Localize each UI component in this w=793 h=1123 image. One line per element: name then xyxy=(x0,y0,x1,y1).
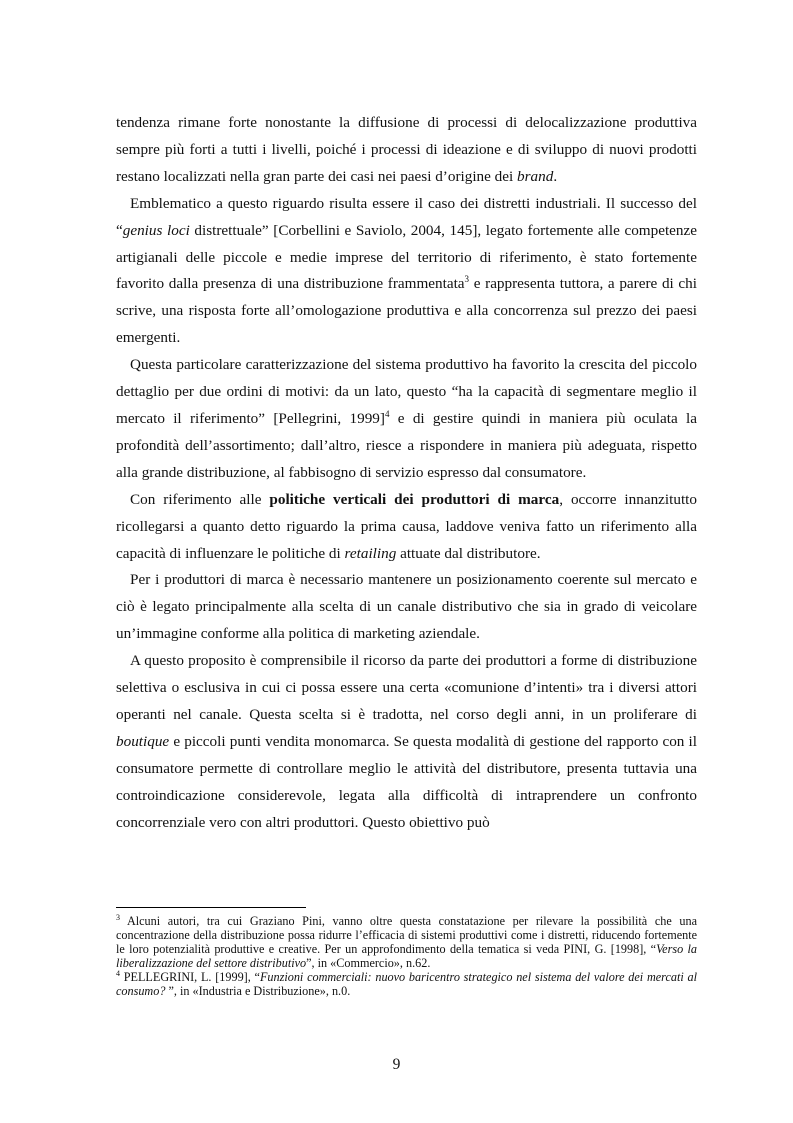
paragraph-text: Con riferimento alle xyxy=(130,490,270,508)
paragraph-text: e rappresenta tuttora, a parere di chi scrive, una risposta forte all’omologazione produttiva e alla concorrenza sul prezzo dei paesi emergenti. xyxy=(116,275,697,347)
paragraph-text: . xyxy=(553,167,558,185)
footnote-3 xyxy=(116,914,697,970)
footnote-text: PELLEGRINI, L. [1999], “ xyxy=(120,970,260,984)
italic-term: genius loci xyxy=(122,221,190,239)
footnotes xyxy=(116,914,697,998)
italic-term: retailing xyxy=(344,544,397,562)
footnote-number: 4 xyxy=(116,968,120,978)
footnote-number: 3 xyxy=(116,912,120,922)
footnote-italic-title: Funzioni commerciali: nuovo baricentro strategico nel sistema del valore dei mercati al consumo? xyxy=(116,970,697,998)
paragraph-text: e piccoli punti vendita monomarca. Se questa modalità di gestione del rapporto con il consumatore permette di controllare meglio le attività del distributore, presenta tuttavia una controindicazione considerevole, legata alla difficoltà di intraprendere un confronto concorrenziale vero con altri produttori. Questo obiettivo può xyxy=(116,732,697,831)
paragraph-text: attuate dal distributore. xyxy=(396,544,541,562)
footnote-italic-title: Verso la liberalizzazione del settore distributivo xyxy=(116,942,697,970)
footnote-separator xyxy=(116,907,306,908)
paragraph-text: Emblematico a questo riguardo risulta essere il caso dei distretti industriali. Il successo del “ xyxy=(116,194,697,239)
italic-term: brand xyxy=(517,167,554,185)
paragraph-text: e di gestire quindi in maniera più oculata la profondità dell’assortimento; dall’altro, riesce a rispondere in maniera più adeguata, rispetto alla grande distribuzione, al fabbisogno di servizio espresso dal consumatore. xyxy=(116,409,697,481)
footnote-text: ”, in «Industria e Distribuzione», n.0. xyxy=(168,984,351,998)
paragraph-text: Per i produttori di marca è necessario mantenere un posizionamento coerente sul mercato e ciò è legato principalmente alla scelta di un canale distributivo che sia in grado di veicolare un’immagine conforme alla politica di marketing aziendale. xyxy=(116,571,697,643)
footnote-4 xyxy=(116,970,697,998)
footnote-ref-4[interactable]: 4 xyxy=(384,408,390,419)
footnote-ref-3[interactable]: 3 xyxy=(464,274,470,285)
page-number: 9 xyxy=(392,1056,401,1073)
paragraph-text: A questo proposito è comprensibile il ricorso da parte dei produttori a forme di distribuzione selettiva o esclusiva in cui ci possa essere una certa «comunione d’intenti» tra i diversi attori operanti nel canale. Questa scelta si è tradotta, nel corso degli anni, in un proliferare di xyxy=(116,652,697,723)
paragraph-3 xyxy=(116,352,697,487)
italic-term: boutique xyxy=(116,732,170,750)
paragraph-1 xyxy=(116,110,697,191)
paragraph-text: distrettuale” [Corbellini e Saviolo, 2004, 145], legato fortemente alle competenze artigianali delle piccole e medie imprese del territorio di riferimento, è stato fortemente favorito dalla presenza di una distribuzione frammentata xyxy=(116,221,697,293)
footnote-text: Alcuni autori, tra cui Graziano Pini, vanno oltre questa constatazione per rilevare la possibilità che una concentrazione della distribuzione possa ridurre l’efficacia di sistemi produttivi come i distretti, riducendo fortemente le loro potenzialità produttive e creative. Per un approfondimento della tematica si veda PINI, G. [1998], “ xyxy=(116,914,697,956)
paragraph-text: , occorre innanzitutto ricollegarsi a quanto detto riguardo la prima causa, laddove veniva fatto un riferimento alla capacità di influenzare le politiche di xyxy=(116,490,697,562)
paragraph-text: Questa particolare caratterizzazione del sistema produttivo ha favorito la crescita del piccolo dettaglio per due ordini di motivi: da un lato, questo “ha la capacità di segmentare meglio il mercato il riferimento” [Pellegrini, 1999] xyxy=(116,356,697,427)
paragraph-text: tendenza rimane forte nonostante la diffusione di processi di delocalizzazione produttiva sempre più forti a tutti i livelli, poiché i processi di ideazione e di sviluppo di nuovi prodotti restano localizzati nella gran parte dei casi nei paesi d’origine dei xyxy=(116,114,697,185)
paragraph-2 xyxy=(116,191,697,352)
paragraph-6 xyxy=(116,648,697,836)
page-body xyxy=(116,110,697,836)
bold-term: politiche verticali dei produttori di marca xyxy=(269,490,560,508)
paragraph-4 xyxy=(116,487,697,568)
footnote-text: ”, in «Commercio», n.62. xyxy=(306,956,431,970)
paragraph-5 xyxy=(116,567,697,648)
